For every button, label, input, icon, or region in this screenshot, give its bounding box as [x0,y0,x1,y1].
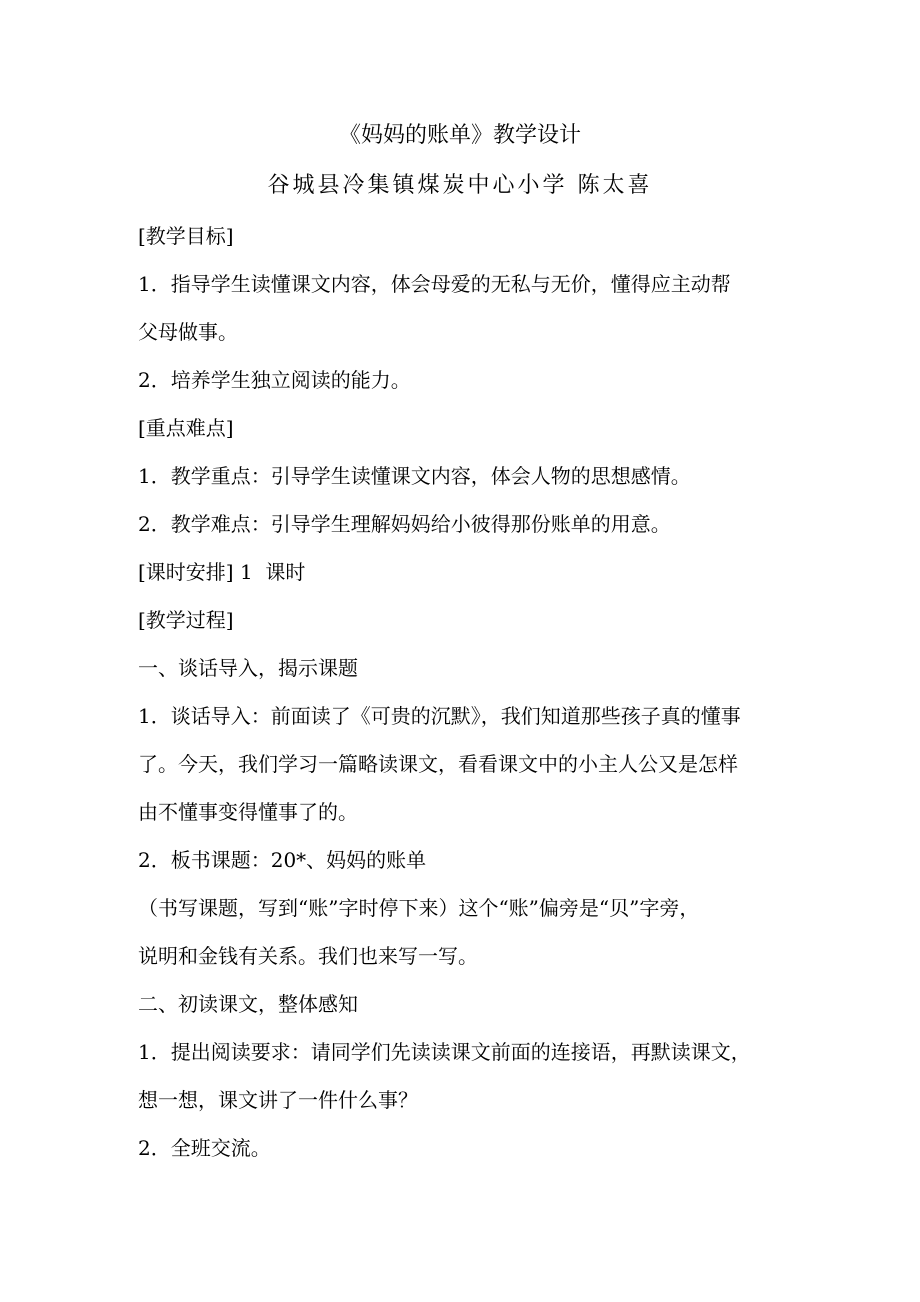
text-line: 说明和金钱有关系。我们也来写一写。 [138,944,478,968]
text-line: 1．指导学生读懂课文内容，体会母爱的无私与无价，懂得应主动帮 [138,272,731,296]
text-line: 想一想，课文讲了一件什么事？ [138,1088,418,1112]
section-heading-key-points: [重点难点] [138,416,234,440]
text-line: 1．提出阅读要求：请同学们先读读课文前面的连接语，再默读课文， [138,1040,751,1064]
subsection-heading: 二、初读课文，整体感知 [138,992,358,1016]
section-heading-process: [教学过程] [138,608,234,632]
document-author: 谷城县冷集镇煤炭中心小学 陈太喜 [267,173,653,198]
text-line: （书写课题，写到“账”字时停下来）这个“账”偏旁是“贝”字旁， [138,896,700,920]
text-line: 2．教学难点：引导学生理解妈妈给小彼得那份账单的用意。 [138,512,671,536]
text-line: 了。今天，我们学习一篇略读课文，看看课文中的小主人公又是怎样 [138,752,738,776]
text-line: 由不懂事变得懂事了的。 [138,800,358,824]
document-body [138,212,782,1172]
section-heading-goals: [教学目标] [138,224,234,248]
text-line: 1．教学重点：引导学生读懂课文内容，体会人物的思想感情。 [138,464,691,488]
text-line: 1．谈话导入：前面读了《可贵的沉默》，我们知道那些孩子真的懂事 [138,704,741,728]
text-line: 父母做事。 [138,320,238,344]
subsection-heading: 一、谈话导入，揭示课题 [138,656,358,680]
text-line: 2．板书课题：20*、妈妈的账单 [138,848,427,872]
text-line: 2．培养学生独立阅读的能力。 [138,368,411,392]
text-line: 2．全班交流。 [138,1136,271,1160]
document-title: 《妈妈的账单》教学设计 [338,123,581,148]
section-heading-schedule: [课时安排] 1 课时 [138,560,306,584]
